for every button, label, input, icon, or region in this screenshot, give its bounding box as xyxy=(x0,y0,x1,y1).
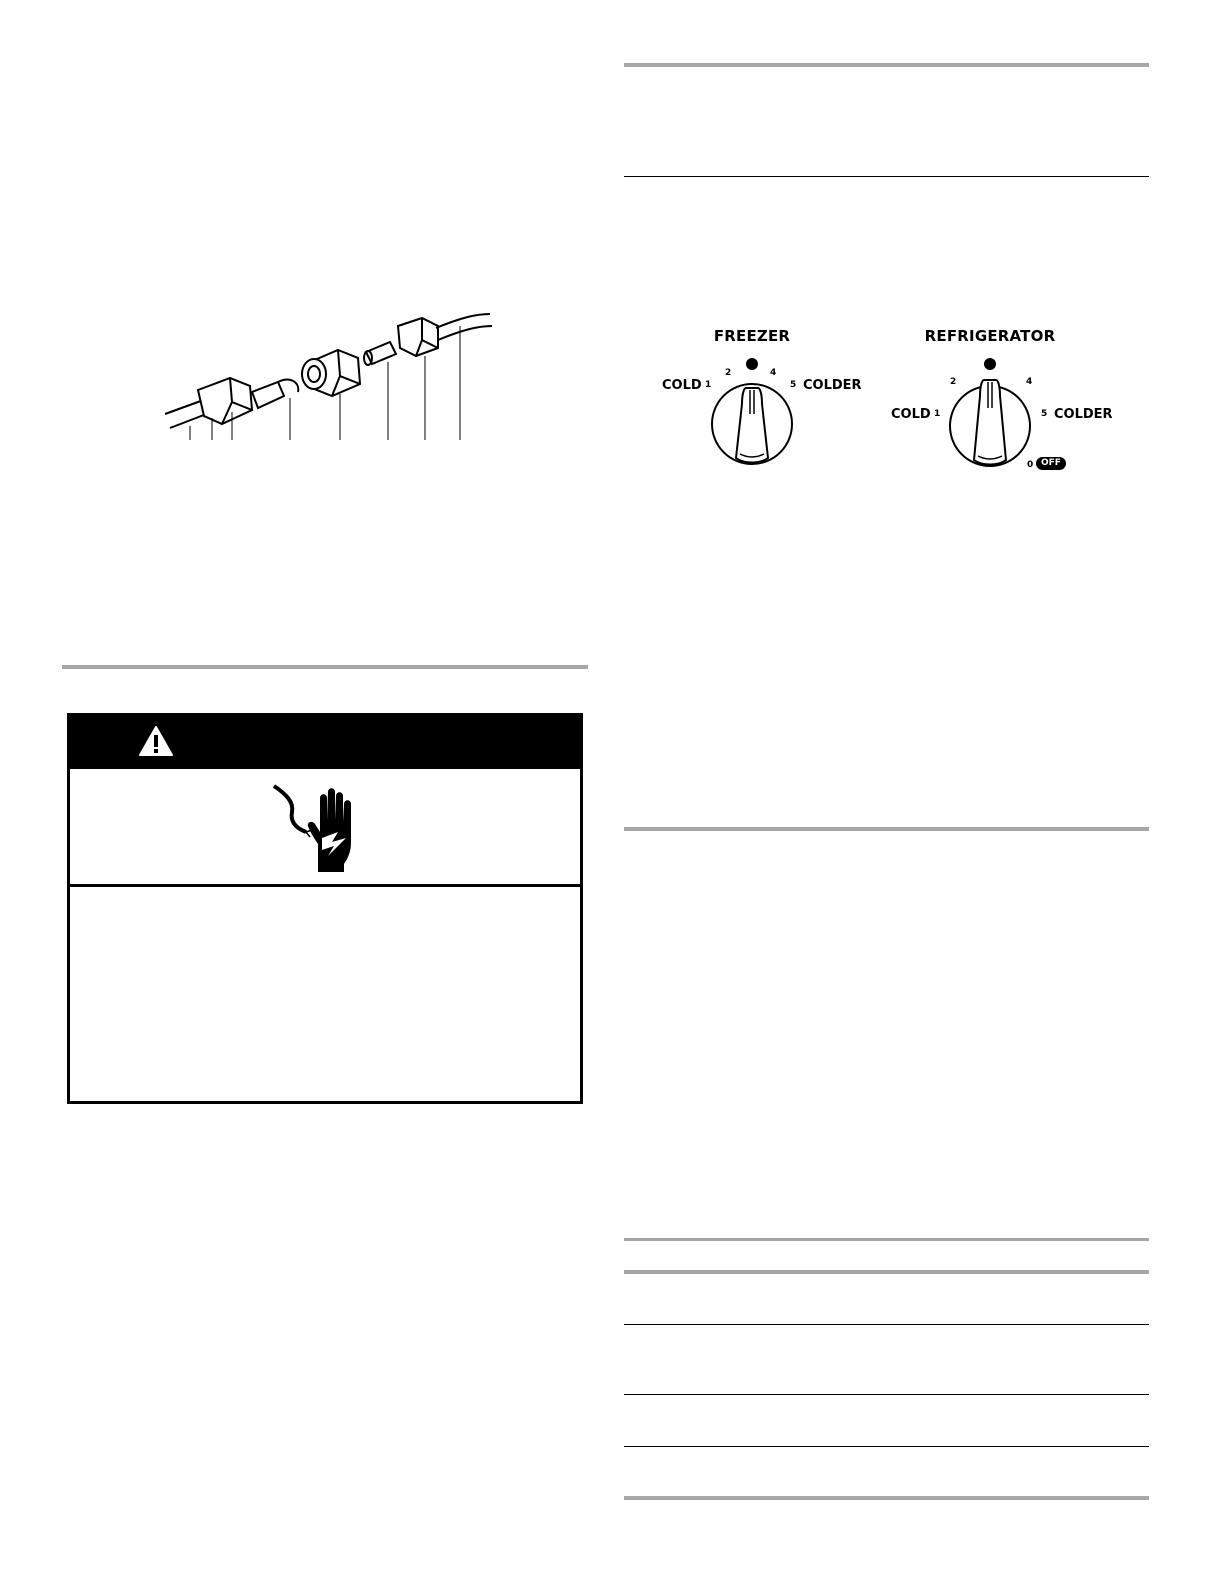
table-row-divider xyxy=(624,1394,1149,1395)
refrigerator-center-dot-icon xyxy=(984,358,996,370)
refrigerator-cold-label: COLD xyxy=(891,407,931,422)
table-row-divider xyxy=(624,1446,1149,1447)
refrigerator-control-knob[interactable] xyxy=(944,354,1036,472)
warning-header-bar xyxy=(70,716,580,769)
section-rule xyxy=(624,1238,1149,1241)
table-bottom-rule xyxy=(624,1496,1149,1500)
freezer-setting-2: 2 xyxy=(725,368,732,378)
table-top-rule xyxy=(624,1270,1149,1274)
refrigerator-setting-4: 4 xyxy=(1026,377,1033,387)
freezer-dial-title: FREEZER xyxy=(713,327,791,345)
table-row-divider xyxy=(624,1324,1149,1325)
refrigerator-setting-2: 2 xyxy=(950,377,957,387)
section-rule xyxy=(624,63,1149,67)
section-rule xyxy=(624,827,1149,831)
refrigerator-setting-5: 5 xyxy=(1041,409,1048,419)
freezer-colder-label: COLDER xyxy=(803,378,862,393)
freezer-setting-4: 4 xyxy=(770,368,777,378)
freezer-cold-label: COLD xyxy=(662,378,702,393)
refrigerator-setting-0: 0 xyxy=(1027,460,1034,470)
electrical-shock-warning-box xyxy=(67,713,583,1104)
section-rule xyxy=(62,665,588,669)
divider-line xyxy=(624,176,1149,177)
water-line-fitting-illustration xyxy=(160,300,500,445)
freezer-center-dot-icon xyxy=(746,358,758,370)
freezer-setting-1: 1 xyxy=(705,380,712,390)
refrigerator-dial-title: REFRIGERATOR xyxy=(924,327,1056,345)
warning-triangle-icon xyxy=(138,725,174,757)
warning-divider xyxy=(70,884,580,887)
refrigerator-colder-label: COLDER xyxy=(1054,407,1113,422)
freezer-control-knob[interactable] xyxy=(706,354,798,470)
freezer-setting-5: 5 xyxy=(790,380,797,390)
refrigerator-setting-1: 1 xyxy=(934,409,941,419)
refrigerator-off-badge: OFF xyxy=(1036,457,1066,470)
electrical-shock-hand-icon xyxy=(272,780,362,876)
